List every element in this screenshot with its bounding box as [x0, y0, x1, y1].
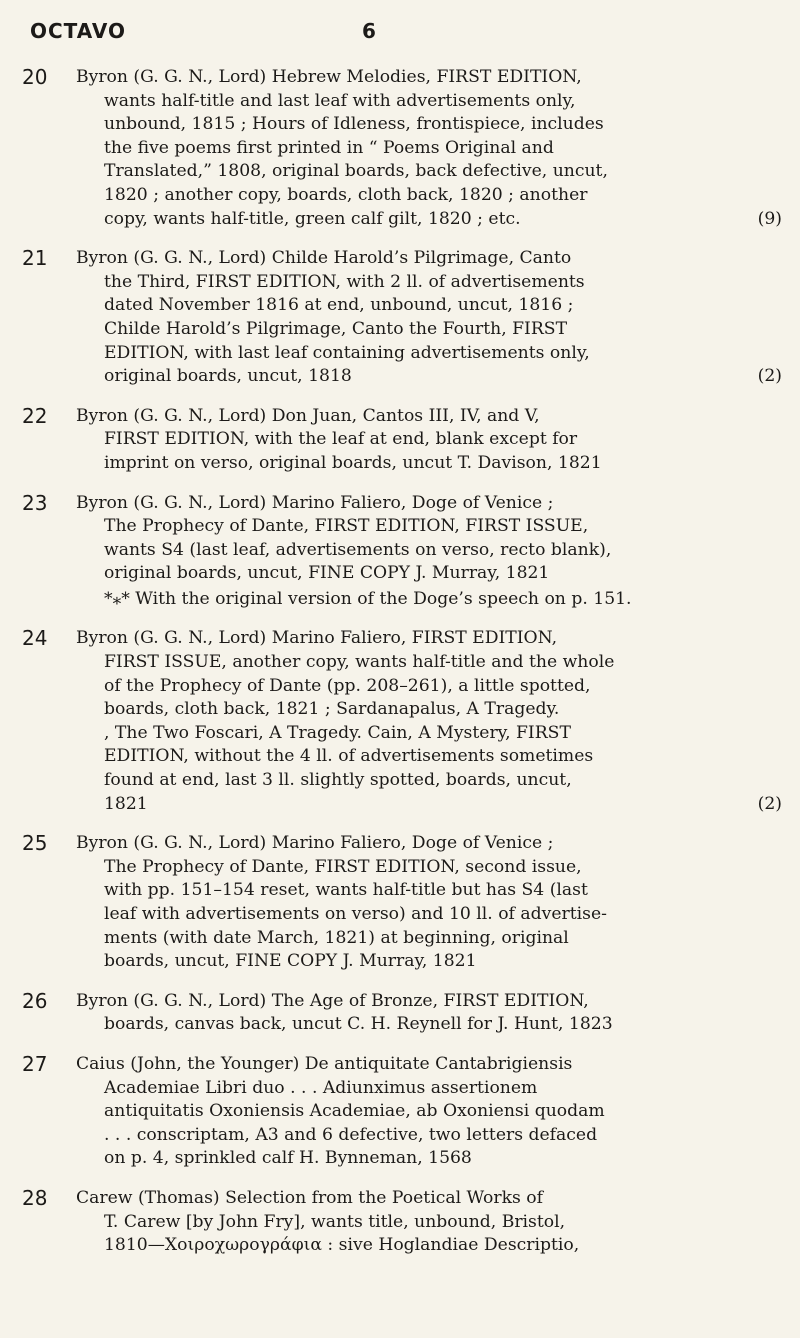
- catalogue-entry: [22, 492, 782, 612]
- catalogue-entry: [22, 627, 782, 816]
- page-number: 6: [362, 19, 376, 43]
- item-count: (9): [757, 208, 782, 229]
- entry-line: Byron (G. G. N., Lord) Marino Faliero, FIRST EDITION,: [76, 628, 558, 649]
- entry-line: Translated,” 1808, original boards, back defective, uncut,: [104, 161, 608, 182]
- lot-number: 25: [22, 831, 48, 856]
- item-count: (2): [757, 793, 782, 814]
- entry-line: EDITION, without the 4 ll. of advertisements sometimes: [104, 746, 594, 767]
- entry-line: 1821 (2): [76, 793, 782, 817]
- lot-number: 20: [22, 65, 48, 89]
- catalogue-entry: [22, 1187, 782, 1258]
- entry-description: [76, 1187, 782, 1258]
- entry-line: EDITION, with last leaf containing advertisements only,: [104, 342, 590, 363]
- entry-line: original boards, uncut, 1818 (2): [76, 365, 782, 389]
- entry-line: Byron (G. G. N., Lord) Don Juan, Cantos III, IV, and V,: [76, 405, 540, 426]
- lot-number: 24: [22, 626, 48, 651]
- entry-line: imprint on verso, original boards, uncut T. Davison, 1821: [104, 452, 602, 473]
- lot-number: 22: [22, 403, 48, 428]
- entry-note: *⁎* With the original version of the Doge’s speech on p. 151.: [104, 588, 632, 609]
- lot-number: 26: [22, 988, 48, 1013]
- entry-line: wants S4 (last leaf, advertisements on verso, recto blank),: [104, 539, 612, 560]
- entry-line: . . . conscriptam, A3 and 6 defective, two letters defaced: [104, 1124, 598, 1145]
- entry-line: ments (with date March, 1821) at beginning, original: [104, 927, 569, 948]
- entry-line: dated November 1816 at end, unbound, uncut, 1816 ;: [104, 295, 574, 316]
- lot-number: 23: [22, 490, 48, 515]
- entry-description: [76, 247, 782, 389]
- entry-line: Byron (G. G. N., Lord) Marino Faliero, Doge of Venice ;: [76, 833, 554, 854]
- lot-number: 27: [22, 1051, 48, 1076]
- catalogue-entry: [22, 66, 782, 231]
- entry-description: [76, 492, 782, 586]
- entry-description: [76, 832, 782, 974]
- entry-description: [76, 990, 782, 1037]
- catalogue-entry: [22, 1053, 782, 1171]
- entry-line: FIRST ISSUE, another copy, wants half-title and the whole: [104, 652, 615, 673]
- entry-line: Carew (Thomas) Selection from the Poetical Works of: [76, 1187, 543, 1208]
- entry-description: [76, 405, 782, 476]
- entry-line: copy, wants half-title, green calf gilt, 1820 ; etc. (9): [76, 208, 782, 232]
- running-head: OCTAVO: [30, 19, 127, 43]
- entry-line: Childe Harold’s Pilgrimage, Canto the Fourth, FIRST: [104, 318, 568, 339]
- entry-line: 1810—Χοιροχωρογράφια : sive Hoglandiae Descriptio,: [104, 1235, 580, 1256]
- entry-description: [76, 1053, 782, 1171]
- entry-line: FIRST EDITION, with the leaf at end, blank except for: [104, 429, 578, 450]
- entry-line: leaf with advertisements on verso) and 10 ll. of advertise-: [104, 904, 607, 924]
- entry-line: antiquitatis Oxoniensis Academiae, ab Oxoniensi quodam: [104, 1101, 605, 1122]
- entry-line: boards, canvas back, uncut C. H. Reynell for J. Hunt, 1823: [104, 1014, 613, 1035]
- entry-line: unbound, 1815 ; Hours of Idleness, frontispiece, includes: [104, 114, 604, 135]
- entry-line: the Third, FIRST EDITION, with 2 ll. of advertisements: [104, 271, 585, 292]
- catalogue-entry: [22, 990, 782, 1037]
- lot-number: 21: [22, 246, 48, 271]
- catalogue-entry: [22, 247, 782, 389]
- entry-line: with pp. 151–154 reset, wants half-title but has S4 (last: [104, 880, 588, 901]
- entry-line: of the Prophecy of Dante (pp. 208–261), a little spotted,: [104, 675, 591, 696]
- item-count: (2): [757, 366, 782, 387]
- entry-line: boards, cloth back, 1821 ; Sardanapalus, A Tragedy.: [104, 699, 560, 720]
- entry-line: found at end, last 3 ll. slightly spotted, boards, uncut,: [104, 770, 572, 791]
- entry-line: The Prophecy of Dante, FIRST EDITION, second issue,: [104, 856, 582, 877]
- catalogue-entry: [22, 405, 782, 476]
- lot-list: [22, 66, 782, 1274]
- entry-line: The Prophecy of Dante, FIRST EDITION, FIRST ISSUE,: [104, 516, 589, 537]
- entry-line: wants half-title and last leaf with advertisements only,: [104, 90, 576, 111]
- lot-number: 28: [22, 1185, 48, 1210]
- entry-line: , The Two Foscari, A Tragedy. Cain, A Mystery, FIRST: [104, 722, 571, 743]
- entry-line: Byron (G. G. N., Lord) Marino Faliero, Doge of Venice ;: [76, 492, 554, 513]
- entry-line: Byron (G. G. N., Lord) Hebrew Melodies, FIRST EDITION,: [76, 67, 582, 87]
- entry-line: boards, uncut, FINE COPY J. Murray, 1821: [104, 951, 477, 972]
- catalogue-entry: [22, 832, 782, 974]
- entry-description: [76, 627, 782, 816]
- entry-line: 1820 ; another copy, boards, cloth back, 1820 ; another: [104, 184, 588, 205]
- entry-line: on p. 4, sprinkled calf H. Bynneman, 1568: [104, 1148, 472, 1169]
- entry-line: T. Carew [by John Fry], wants title, unbound, Bristol,: [104, 1211, 566, 1232]
- entry-line: Academiae Libri duo . . . Adiunximus assertionem: [104, 1077, 538, 1098]
- entry-line: original boards, uncut, FINE COPY J. Murray, 1821: [104, 563, 550, 584]
- entry-line: Byron (G. G. N., Lord) The Age of Bronze, FIRST EDITION,: [76, 990, 589, 1011]
- entry-line: Byron (G. G. N., Lord) Childe Harold’s Pilgrimage, Canto: [76, 248, 572, 269]
- page-header: [30, 19, 770, 49]
- entry-line: the five poems first printed in “ Poems Original and: [104, 137, 554, 158]
- entry-line: Caius (John, the Younger) De antiquitate Cantabrigiensis: [76, 1053, 573, 1074]
- entry-description: [76, 66, 782, 231]
